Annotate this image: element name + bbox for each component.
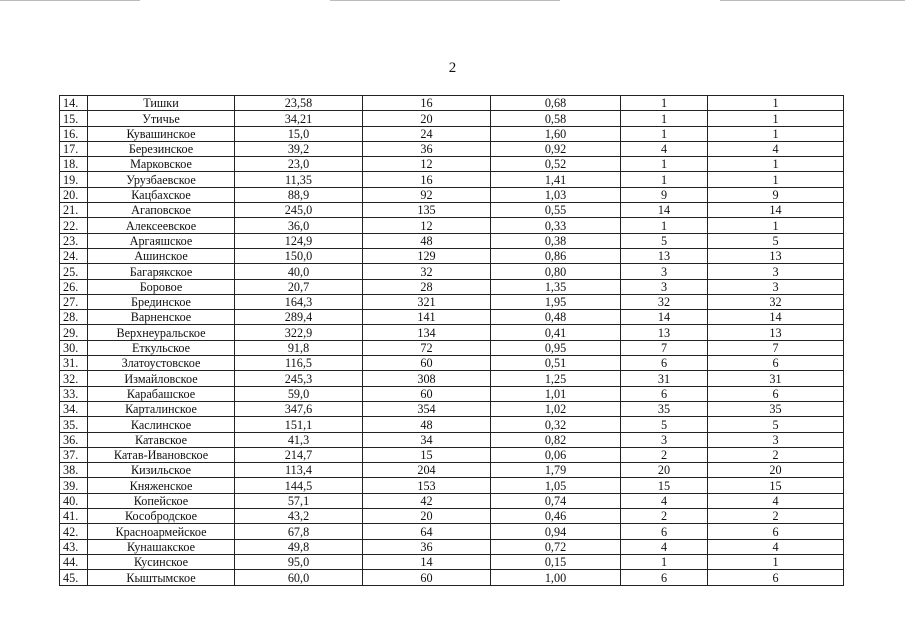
row-number-cell: 41. bbox=[60, 509, 88, 524]
col-count-1-cell: 6 bbox=[621, 524, 708, 539]
col-ratio-cell: 1,01 bbox=[491, 386, 621, 401]
district-name-cell: Каслинское bbox=[88, 417, 235, 432]
col-count-2-cell: 14 bbox=[708, 203, 844, 218]
col-ratio-cell: 1,35 bbox=[491, 279, 621, 294]
col-value-1-cell: 11,35 bbox=[235, 172, 363, 187]
col-value-1-cell: 41,3 bbox=[235, 432, 363, 447]
col-count-2-cell: 1 bbox=[708, 172, 844, 187]
row-number-cell: 32. bbox=[60, 371, 88, 386]
col-value-1-cell: 245,3 bbox=[235, 371, 363, 386]
col-value-1-cell: 347,6 bbox=[235, 401, 363, 416]
row-number-cell: 40. bbox=[60, 493, 88, 508]
district-name-cell: Кунашакское bbox=[88, 539, 235, 554]
table-row bbox=[60, 371, 844, 386]
col-ratio-cell: 1,00 bbox=[491, 570, 621, 585]
col-value-1-cell: 144,5 bbox=[235, 478, 363, 493]
col-count-1-cell: 5 bbox=[621, 233, 708, 248]
col-ratio-cell: 0,48 bbox=[491, 310, 621, 325]
col-value-2-cell: 129 bbox=[363, 248, 491, 263]
col-ratio-cell: 0,94 bbox=[491, 524, 621, 539]
col-ratio-cell: 0,92 bbox=[491, 141, 621, 156]
table-row bbox=[60, 310, 844, 325]
col-value-1-cell: 116,5 bbox=[235, 356, 363, 371]
col-value-2-cell: 60 bbox=[363, 386, 491, 401]
table-row bbox=[60, 203, 844, 218]
col-value-2-cell: 42 bbox=[363, 493, 491, 508]
row-number-cell: 44. bbox=[60, 554, 88, 569]
col-count-2-cell: 5 bbox=[708, 233, 844, 248]
col-count-1-cell: 4 bbox=[621, 539, 708, 554]
table-row bbox=[60, 248, 844, 263]
table-row bbox=[60, 141, 844, 156]
top-edge-mark bbox=[720, 0, 905, 1]
table-row bbox=[60, 509, 844, 524]
col-count-1-cell: 6 bbox=[621, 570, 708, 585]
col-value-1-cell: 15,0 bbox=[235, 126, 363, 141]
district-name-cell: Агаповское bbox=[88, 203, 235, 218]
table-row bbox=[60, 126, 844, 141]
table-row bbox=[60, 233, 844, 248]
col-count-2-cell: 4 bbox=[708, 493, 844, 508]
table-row bbox=[60, 325, 844, 340]
table-row bbox=[60, 447, 844, 462]
col-value-2-cell: 64 bbox=[363, 524, 491, 539]
col-ratio-cell: 0,38 bbox=[491, 233, 621, 248]
district-name-cell: Березинское bbox=[88, 141, 235, 156]
table-row bbox=[60, 401, 844, 416]
row-number-cell: 21. bbox=[60, 203, 88, 218]
col-count-1-cell: 20 bbox=[621, 463, 708, 478]
row-number-cell: 38. bbox=[60, 463, 88, 478]
district-name-cell: Урузбаевское bbox=[88, 172, 235, 187]
col-count-1-cell: 7 bbox=[621, 340, 708, 355]
col-value-2-cell: 204 bbox=[363, 463, 491, 478]
table-row bbox=[60, 539, 844, 554]
col-value-2-cell: 92 bbox=[363, 187, 491, 202]
district-name-cell: Карталинское bbox=[88, 401, 235, 416]
district-name-cell: Карабашское bbox=[88, 386, 235, 401]
col-value-1-cell: 67,8 bbox=[235, 524, 363, 539]
col-count-1-cell: 2 bbox=[621, 447, 708, 462]
table-row bbox=[60, 294, 844, 309]
table-row bbox=[60, 279, 844, 294]
row-number-cell: 19. bbox=[60, 172, 88, 187]
col-value-2-cell: 135 bbox=[363, 203, 491, 218]
table-row bbox=[60, 340, 844, 355]
row-number-cell: 22. bbox=[60, 218, 88, 233]
col-ratio-cell: 0,15 bbox=[491, 554, 621, 569]
district-name-cell: Тишки bbox=[88, 96, 235, 111]
col-value-1-cell: 60,0 bbox=[235, 570, 363, 585]
row-number-cell: 33. bbox=[60, 386, 88, 401]
col-ratio-cell: 1,95 bbox=[491, 294, 621, 309]
district-name-cell: Кизильское bbox=[88, 463, 235, 478]
district-name-cell: Кувашинское bbox=[88, 126, 235, 141]
row-number-cell: 42. bbox=[60, 524, 88, 539]
col-value-1-cell: 39,2 bbox=[235, 141, 363, 156]
district-name-cell: Верхнеуральское bbox=[88, 325, 235, 340]
table-row bbox=[60, 172, 844, 187]
col-value-2-cell: 20 bbox=[363, 509, 491, 524]
row-number-cell: 35. bbox=[60, 417, 88, 432]
col-count-2-cell: 4 bbox=[708, 539, 844, 554]
col-value-2-cell: 20 bbox=[363, 111, 491, 126]
table-row bbox=[60, 493, 844, 508]
table-row bbox=[60, 218, 844, 233]
col-value-2-cell: 134 bbox=[363, 325, 491, 340]
col-count-1-cell: 4 bbox=[621, 493, 708, 508]
district-name-cell: Копейское bbox=[88, 493, 235, 508]
district-name-cell: Утичье bbox=[88, 111, 235, 126]
table-row bbox=[60, 96, 844, 111]
col-value-2-cell: 354 bbox=[363, 401, 491, 416]
col-value-2-cell: 12 bbox=[363, 157, 491, 172]
col-count-2-cell: 32 bbox=[708, 294, 844, 309]
col-value-1-cell: 43,2 bbox=[235, 509, 363, 524]
row-number-cell: 31. bbox=[60, 356, 88, 371]
col-value-2-cell: 60 bbox=[363, 570, 491, 585]
table-row bbox=[60, 554, 844, 569]
col-ratio-cell: 0,68 bbox=[491, 96, 621, 111]
col-ratio-cell: 1,79 bbox=[491, 463, 621, 478]
table-row bbox=[60, 264, 844, 279]
district-name-cell: Кусинское bbox=[88, 554, 235, 569]
col-count-1-cell: 1 bbox=[621, 126, 708, 141]
col-ratio-cell: 0,32 bbox=[491, 417, 621, 432]
district-name-cell: Багарякское bbox=[88, 264, 235, 279]
col-value-1-cell: 150,0 bbox=[235, 248, 363, 263]
col-ratio-cell: 1,41 bbox=[491, 172, 621, 187]
col-count-1-cell: 1 bbox=[621, 111, 708, 126]
col-count-2-cell: 1 bbox=[708, 111, 844, 126]
col-value-1-cell: 245,0 bbox=[235, 203, 363, 218]
col-count-2-cell: 2 bbox=[708, 447, 844, 462]
col-count-2-cell: 2 bbox=[708, 509, 844, 524]
col-count-2-cell: 6 bbox=[708, 386, 844, 401]
row-number-cell: 29. bbox=[60, 325, 88, 340]
data-table bbox=[59, 95, 844, 586]
col-ratio-cell: 0,06 bbox=[491, 447, 621, 462]
col-count-2-cell: 5 bbox=[708, 417, 844, 432]
col-count-2-cell: 1 bbox=[708, 126, 844, 141]
table-row bbox=[60, 570, 844, 585]
row-number-cell: 27. bbox=[60, 294, 88, 309]
col-count-1-cell: 9 bbox=[621, 187, 708, 202]
col-count-2-cell: 6 bbox=[708, 570, 844, 585]
row-number-cell: 16. bbox=[60, 126, 88, 141]
col-ratio-cell: 0,74 bbox=[491, 493, 621, 508]
row-number-cell: 28. bbox=[60, 310, 88, 325]
district-name-cell: Красноармейское bbox=[88, 524, 235, 539]
col-value-1-cell: 164,3 bbox=[235, 294, 363, 309]
row-number-cell: 23. bbox=[60, 233, 88, 248]
table-row bbox=[60, 386, 844, 401]
col-ratio-cell: 0,82 bbox=[491, 432, 621, 447]
col-ratio-cell: 0,58 bbox=[491, 111, 621, 126]
table-row bbox=[60, 356, 844, 371]
col-count-1-cell: 1 bbox=[621, 554, 708, 569]
col-value-2-cell: 308 bbox=[363, 371, 491, 386]
page-number: 2 bbox=[448, 60, 457, 76]
col-value-2-cell: 321 bbox=[363, 294, 491, 309]
col-value-2-cell: 48 bbox=[363, 417, 491, 432]
col-value-1-cell: 40,0 bbox=[235, 264, 363, 279]
row-number-cell: 15. bbox=[60, 111, 88, 126]
col-value-1-cell: 23,58 bbox=[235, 96, 363, 111]
row-number-cell: 36. bbox=[60, 432, 88, 447]
district-name-cell: Алексеевское bbox=[88, 218, 235, 233]
table-row bbox=[60, 157, 844, 172]
col-count-2-cell: 3 bbox=[708, 432, 844, 447]
row-number-cell: 26. bbox=[60, 279, 88, 294]
table-row bbox=[60, 478, 844, 493]
col-count-1-cell: 2 bbox=[621, 509, 708, 524]
col-count-2-cell: 3 bbox=[708, 264, 844, 279]
col-count-1-cell: 3 bbox=[621, 264, 708, 279]
col-count-1-cell: 1 bbox=[621, 157, 708, 172]
col-count-2-cell: 20 bbox=[708, 463, 844, 478]
district-name-cell: Марковское bbox=[88, 157, 235, 172]
col-count-2-cell: 9 bbox=[708, 187, 844, 202]
col-value-2-cell: 72 bbox=[363, 340, 491, 355]
row-number-cell: 43. bbox=[60, 539, 88, 554]
district-name-cell: Кацбахское bbox=[88, 187, 235, 202]
col-value-1-cell: 49,8 bbox=[235, 539, 363, 554]
col-count-2-cell: 3 bbox=[708, 279, 844, 294]
row-number-cell: 34. bbox=[60, 401, 88, 416]
col-ratio-cell: 1,05 bbox=[491, 478, 621, 493]
col-ratio-cell: 0,55 bbox=[491, 203, 621, 218]
col-value-2-cell: 12 bbox=[363, 218, 491, 233]
col-count-1-cell: 15 bbox=[621, 478, 708, 493]
col-count-2-cell: 13 bbox=[708, 325, 844, 340]
col-count-2-cell: 13 bbox=[708, 248, 844, 263]
col-value-2-cell: 48 bbox=[363, 233, 491, 248]
table-row bbox=[60, 111, 844, 126]
col-count-2-cell: 1 bbox=[708, 157, 844, 172]
col-value-1-cell: 57,1 bbox=[235, 493, 363, 508]
col-ratio-cell: 0,41 bbox=[491, 325, 621, 340]
col-count-1-cell: 35 bbox=[621, 401, 708, 416]
col-value-1-cell: 23,0 bbox=[235, 157, 363, 172]
table-row bbox=[60, 432, 844, 447]
col-ratio-cell: 1,25 bbox=[491, 371, 621, 386]
district-name-cell: Ашинское bbox=[88, 248, 235, 263]
col-count-2-cell: 35 bbox=[708, 401, 844, 416]
row-number-cell: 14. bbox=[60, 96, 88, 111]
col-value-2-cell: 60 bbox=[363, 356, 491, 371]
row-number-cell: 37. bbox=[60, 447, 88, 462]
col-ratio-cell: 0,72 bbox=[491, 539, 621, 554]
district-name-cell: Княженское bbox=[88, 478, 235, 493]
col-count-1-cell: 1 bbox=[621, 96, 708, 111]
row-number-cell: 24. bbox=[60, 248, 88, 263]
col-count-1-cell: 6 bbox=[621, 386, 708, 401]
col-value-1-cell: 20,7 bbox=[235, 279, 363, 294]
col-count-1-cell: 32 bbox=[621, 294, 708, 309]
col-ratio-cell: 1,03 bbox=[491, 187, 621, 202]
col-value-2-cell: 36 bbox=[363, 539, 491, 554]
col-value-2-cell: 153 bbox=[363, 478, 491, 493]
col-value-1-cell: 289,4 bbox=[235, 310, 363, 325]
district-name-cell: Боровое bbox=[88, 279, 235, 294]
col-count-2-cell: 15 bbox=[708, 478, 844, 493]
table-row bbox=[60, 524, 844, 539]
row-number-cell: 30. bbox=[60, 340, 88, 355]
col-value-1-cell: 88,9 bbox=[235, 187, 363, 202]
table-row bbox=[60, 187, 844, 202]
col-count-2-cell: 7 bbox=[708, 340, 844, 355]
col-ratio-cell: 0,52 bbox=[491, 157, 621, 172]
col-count-1-cell: 3 bbox=[621, 279, 708, 294]
col-count-2-cell: 31 bbox=[708, 371, 844, 386]
row-number-cell: 18. bbox=[60, 157, 88, 172]
district-name-cell: Еткульское bbox=[88, 340, 235, 355]
col-count-2-cell: 1 bbox=[708, 554, 844, 569]
col-value-2-cell: 28 bbox=[363, 279, 491, 294]
col-count-2-cell: 14 bbox=[708, 310, 844, 325]
col-count-2-cell: 4 bbox=[708, 141, 844, 156]
col-count-2-cell: 1 bbox=[708, 218, 844, 233]
col-count-1-cell: 31 bbox=[621, 371, 708, 386]
col-ratio-cell: 0,46 bbox=[491, 509, 621, 524]
col-value-2-cell: 32 bbox=[363, 264, 491, 279]
row-number-cell: 45. bbox=[60, 570, 88, 585]
district-name-cell: Кособродское bbox=[88, 509, 235, 524]
row-number-cell: 39. bbox=[60, 478, 88, 493]
district-name-cell: Аргаяшское bbox=[88, 233, 235, 248]
col-count-2-cell: 6 bbox=[708, 524, 844, 539]
col-count-1-cell: 3 bbox=[621, 432, 708, 447]
table-body bbox=[60, 96, 844, 586]
row-number-cell: 25. bbox=[60, 264, 88, 279]
col-count-2-cell: 6 bbox=[708, 356, 844, 371]
top-edge-mark bbox=[0, 0, 140, 1]
district-name-cell: Брединское bbox=[88, 294, 235, 309]
top-edge-mark bbox=[330, 0, 560, 1]
col-count-1-cell: 5 bbox=[621, 417, 708, 432]
district-name-cell: Златоустовское bbox=[88, 356, 235, 371]
district-name-cell: Измайловское bbox=[88, 371, 235, 386]
col-ratio-cell: 1,02 bbox=[491, 401, 621, 416]
col-count-1-cell: 13 bbox=[621, 325, 708, 340]
district-name-cell: Катавское bbox=[88, 432, 235, 447]
col-count-1-cell: 6 bbox=[621, 356, 708, 371]
col-value-2-cell: 16 bbox=[363, 96, 491, 111]
col-ratio-cell: 0,80 bbox=[491, 264, 621, 279]
row-number-cell: 17. bbox=[60, 141, 88, 156]
col-value-1-cell: 322,9 bbox=[235, 325, 363, 340]
district-name-cell: Кыштымское bbox=[88, 570, 235, 585]
col-value-2-cell: 15 bbox=[363, 447, 491, 462]
col-value-1-cell: 124,9 bbox=[235, 233, 363, 248]
col-count-1-cell: 13 bbox=[621, 248, 708, 263]
col-value-1-cell: 95,0 bbox=[235, 554, 363, 569]
col-value-2-cell: 36 bbox=[363, 141, 491, 156]
col-value-1-cell: 91,8 bbox=[235, 340, 363, 355]
col-count-1-cell: 1 bbox=[621, 218, 708, 233]
district-name-cell: Катав-Ивановское bbox=[88, 447, 235, 462]
col-value-1-cell: 151,1 bbox=[235, 417, 363, 432]
col-count-1-cell: 14 bbox=[621, 203, 708, 218]
col-value-2-cell: 24 bbox=[363, 126, 491, 141]
col-value-2-cell: 34 bbox=[363, 432, 491, 447]
col-count-1-cell: 1 bbox=[621, 172, 708, 187]
col-ratio-cell: 1,60 bbox=[491, 126, 621, 141]
col-ratio-cell: 0,95 bbox=[491, 340, 621, 355]
district-name-cell: Варненское bbox=[88, 310, 235, 325]
col-value-2-cell: 14 bbox=[363, 554, 491, 569]
col-value-2-cell: 141 bbox=[363, 310, 491, 325]
col-count-1-cell: 14 bbox=[621, 310, 708, 325]
table-row bbox=[60, 463, 844, 478]
col-value-1-cell: 59,0 bbox=[235, 386, 363, 401]
col-value-1-cell: 113,4 bbox=[235, 463, 363, 478]
col-ratio-cell: 0,51 bbox=[491, 356, 621, 371]
col-count-1-cell: 4 bbox=[621, 141, 708, 156]
col-value-1-cell: 34,21 bbox=[235, 111, 363, 126]
col-value-1-cell: 36,0 bbox=[235, 218, 363, 233]
table-row bbox=[60, 417, 844, 432]
col-ratio-cell: 0,33 bbox=[491, 218, 621, 233]
col-ratio-cell: 0,86 bbox=[491, 248, 621, 263]
row-number-cell: 20. bbox=[60, 187, 88, 202]
col-value-2-cell: 16 bbox=[363, 172, 491, 187]
col-count-2-cell: 1 bbox=[708, 96, 844, 111]
col-value-1-cell: 214,7 bbox=[235, 447, 363, 462]
